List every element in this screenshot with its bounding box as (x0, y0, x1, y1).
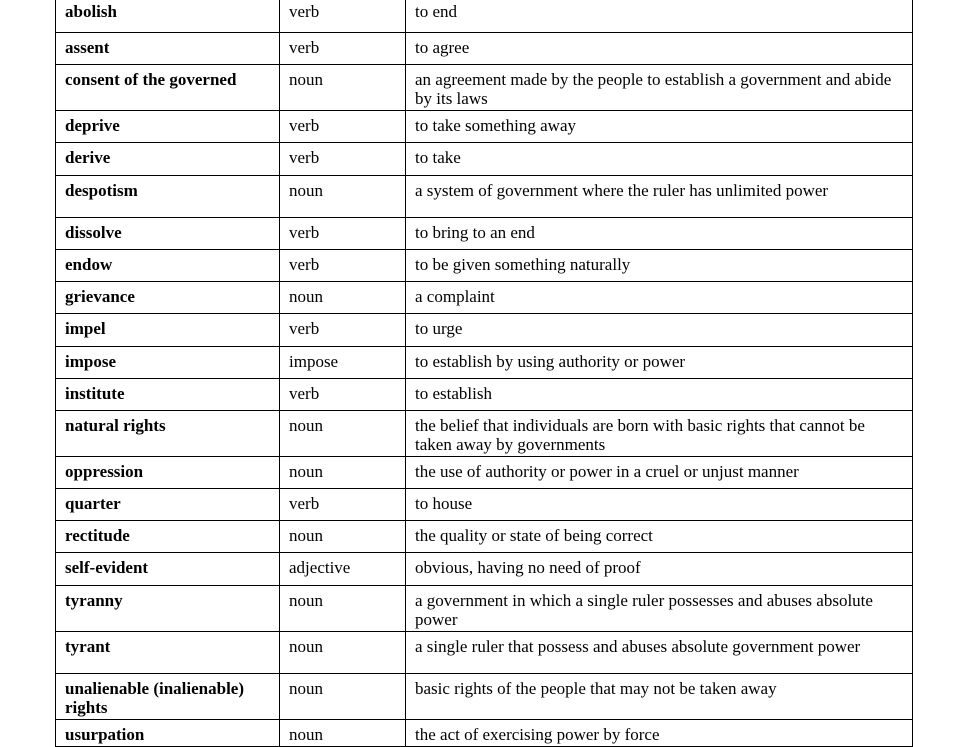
part-of-speech-cell: verb (280, 0, 406, 33)
definition-cell: an agreement made by the people to establish a government and abide by its laws (406, 65, 913, 111)
term-cell: derive (56, 143, 280, 176)
term-cell: despotism (56, 176, 280, 218)
term-cell: quarter (56, 489, 280, 521)
part-of-speech-cell: noun (280, 65, 406, 111)
term-cell: oppression (56, 457, 280, 489)
term-cell: tyranny (56, 586, 280, 632)
definition-cell: to take (406, 143, 913, 176)
part-of-speech-cell: verb (280, 489, 406, 521)
part-of-speech-cell: noun (280, 457, 406, 489)
table-row (56, 282, 913, 314)
definition-cell: to be given something naturally (406, 250, 913, 282)
part-of-speech-cell: noun (280, 282, 406, 314)
table-row (56, 250, 913, 282)
definition-cell: to bring to an end (406, 218, 913, 250)
part-of-speech-cell: noun (280, 176, 406, 218)
table-row (56, 33, 913, 65)
part-of-speech-cell: verb (280, 250, 406, 282)
part-of-speech-cell: noun (280, 411, 406, 457)
part-of-speech-cell: verb (280, 33, 406, 65)
term-cell: natural rights (56, 411, 280, 457)
term-cell: unalienable (inalienable) rights (56, 674, 280, 720)
term-cell: impose (56, 347, 280, 379)
definition-cell: a complaint (406, 282, 913, 314)
definition-cell: the act of exercising power by force (406, 720, 913, 747)
table-row (56, 347, 913, 379)
part-of-speech-cell: verb (280, 379, 406, 411)
term-cell: grievance (56, 282, 280, 314)
definition-cell: to establish by using authority or power (406, 347, 913, 379)
definition-cell: the quality or state of being correct (406, 521, 913, 553)
table-row (56, 632, 913, 674)
term-cell: institute (56, 379, 280, 411)
table-row (56, 111, 913, 143)
part-of-speech-cell: verb (280, 143, 406, 176)
term-cell: consent of the governed (56, 65, 280, 111)
definition-cell: obvious, having no need of proof (406, 553, 913, 586)
table-row (56, 143, 913, 176)
definition-cell: the use of authority or power in a cruel or unjust manner (406, 457, 913, 489)
term-cell: assent (56, 33, 280, 65)
table-row (56, 521, 913, 553)
table-row (56, 314, 913, 347)
part-of-speech-cell: noun (280, 720, 406, 747)
table-row (56, 489, 913, 521)
definition-cell: basic rights of the people that may not be taken away (406, 674, 913, 720)
table-row (56, 0, 913, 33)
definition-cell: to establish (406, 379, 913, 411)
part-of-speech-cell: verb (280, 218, 406, 250)
part-of-speech-cell: impose (280, 347, 406, 379)
term-cell: deprive (56, 111, 280, 143)
table-row (56, 65, 913, 111)
part-of-speech-cell: noun (280, 674, 406, 720)
definition-cell: a system of government where the ruler has unlimited power (406, 176, 913, 218)
definition-cell: a single ruler that possess and abuses absolute government power (406, 632, 913, 674)
table-row (56, 553, 913, 586)
table-row (56, 379, 913, 411)
table-row (56, 586, 913, 632)
term-cell: endow (56, 250, 280, 282)
term-cell: abolish (56, 0, 280, 33)
definition-cell: to agree (406, 33, 913, 65)
vocabulary-table (55, 0, 913, 747)
term-cell: rectitude (56, 521, 280, 553)
definition-cell: to take something away (406, 111, 913, 143)
part-of-speech-cell: adjective (280, 553, 406, 586)
part-of-speech-cell: verb (280, 314, 406, 347)
part-of-speech-cell: noun (280, 586, 406, 632)
term-cell: impel (56, 314, 280, 347)
definition-cell: to urge (406, 314, 913, 347)
definition-cell: to end (406, 0, 913, 33)
definition-cell: the belief that individuals are born with basic rights that cannot be taken away by governments (406, 411, 913, 457)
part-of-speech-cell: noun (280, 521, 406, 553)
part-of-speech-cell: noun (280, 632, 406, 674)
term-cell: usurpation (56, 720, 280, 747)
table-row (56, 457, 913, 489)
definition-cell: to house (406, 489, 913, 521)
part-of-speech-cell: verb (280, 111, 406, 143)
term-cell: self-evident (56, 553, 280, 586)
table-row (56, 720, 913, 747)
table-row (56, 176, 913, 218)
table-row (56, 674, 913, 720)
term-cell: tyrant (56, 632, 280, 674)
definition-cell: a government in which a single ruler possesses and abuses absolute power (406, 586, 913, 632)
term-cell: dissolve (56, 218, 280, 250)
table-row (56, 218, 913, 250)
table-row (56, 411, 913, 457)
